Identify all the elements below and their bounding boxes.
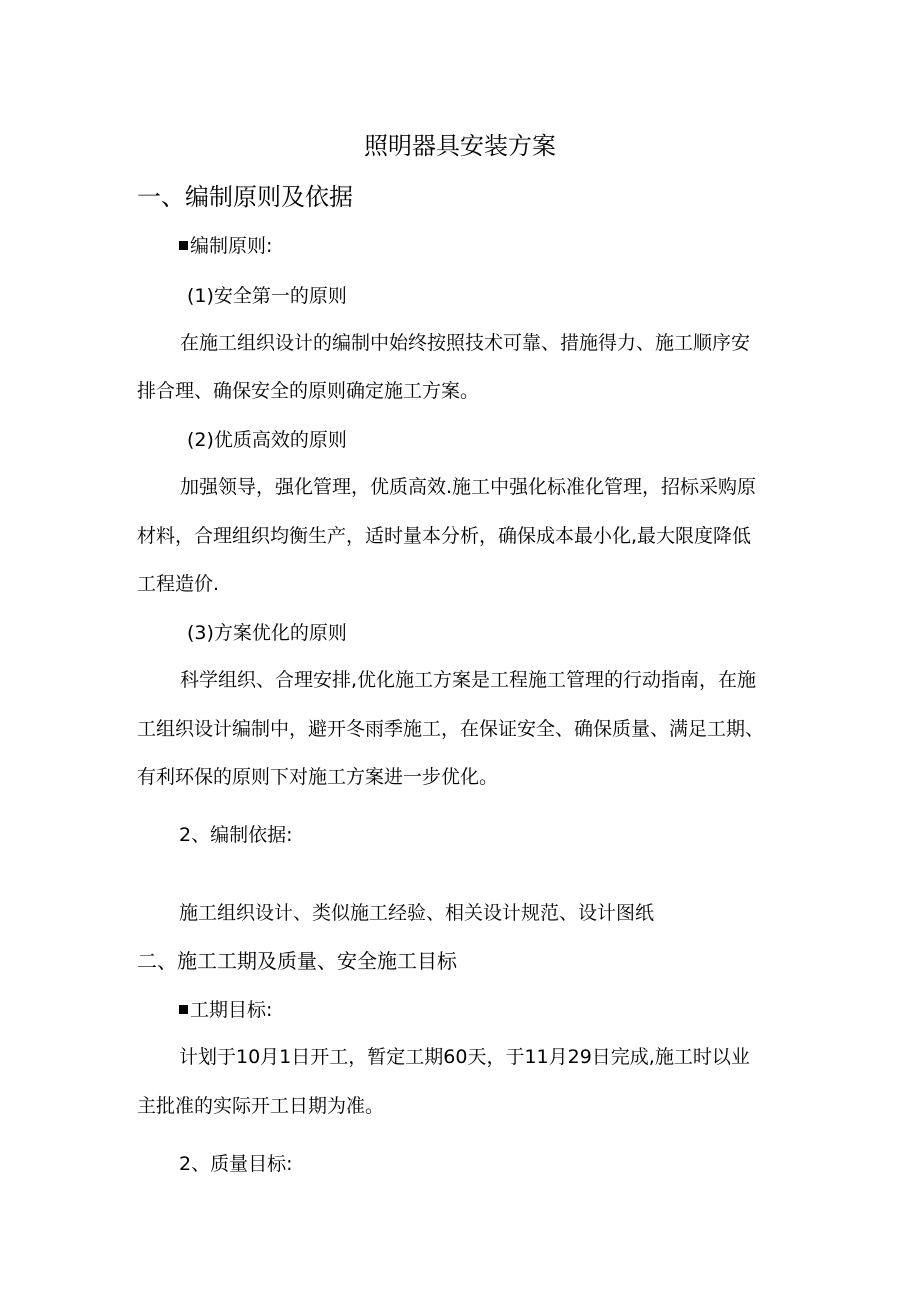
square-bullet-icon — [179, 241, 188, 250]
schedule-subheading — [179, 998, 272, 1022]
principle-1-heading: (1)安全第一的原则 — [187, 285, 347, 307]
principles-subheading-text: 编制原则: — [190, 235, 273, 257]
principle-3-heading: (3)方案优化的原则 — [187, 622, 347, 644]
principle-3-line-3: 有利环保的原则下对施工方案进一步优化。 — [137, 766, 499, 788]
principle-1-line-2: 排合理、确保安全的原则确定施工方案。 — [137, 380, 480, 402]
document-title: 照明器具安装方案 — [364, 132, 556, 160]
schedule-subheading-text: 工期目标: — [190, 999, 273, 1021]
schedule-line-2: 主批准的实际开工日期为准。 — [137, 1095, 385, 1117]
principle-1-line-1: 在施工组织设计的编制中始终按照技术可靠、措施得力、施工顺序安 — [180, 332, 751, 354]
section-2-heading: 二、施工工期及质量、安全施工目标 — [137, 949, 457, 973]
schedule-line-1: 计划于10月1日开工，暂定工期60天，于11月29日完成,施工时以业 — [179, 1046, 750, 1068]
principle-2-line-3: 工程造价. — [137, 573, 220, 595]
principle-2-line-2: 材料，合理组织均衡生产，适时量本分析，确保成本最小化,最大限度降低 — [137, 525, 752, 547]
section-1-heading: 一、编制原则及依据 — [137, 183, 353, 211]
quality-heading: 2、质量目标: — [179, 1153, 293, 1175]
basis-text: 施工组织设计、类似施工经验、相关设计规范、设计图纸 — [179, 902, 655, 924]
principle-3-line-2: 工组织设计编制中，避开冬雨季施工，在保证安全、确保质量、满足工期、 — [137, 718, 765, 740]
principle-3-line-1: 科学组织、合理安排,优化施工方案是工程施工管理的行动指南，在施 — [180, 669, 757, 691]
principle-2-line-1: 加强领导，强化管理，优质高效.施工中强化标准化管理，招标采购原 — [180, 476, 757, 498]
principle-2-heading: (2)优质高效的原则 — [187, 429, 347, 451]
basis-heading: 2、编制依据: — [179, 824, 293, 846]
principles-subheading — [179, 234, 272, 258]
square-bullet-icon — [179, 1005, 188, 1014]
